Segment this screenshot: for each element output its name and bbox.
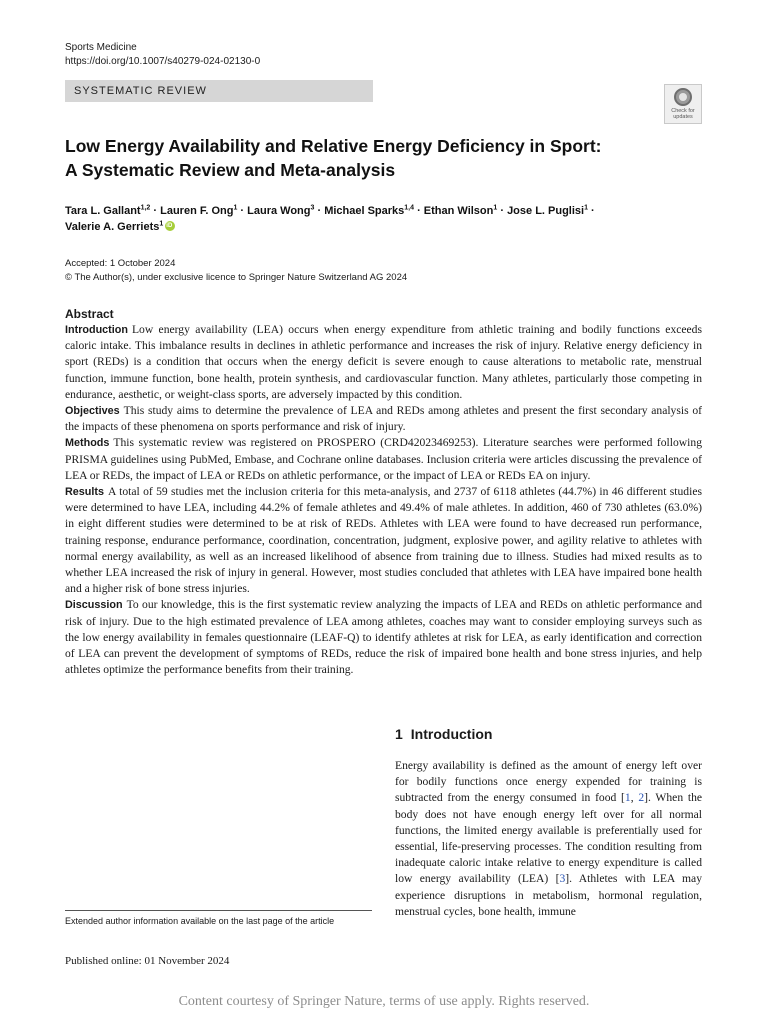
section-number: 1 <box>395 726 403 742</box>
author[interactable]: Laura Wong$^3$ <box>247 204 315 217</box>
published-date: Published online: 01 November 2024 <box>65 955 230 967</box>
abstract-discussion: Discussion To our knowledge, this is the first systematic review analyzing the impacts of LEA and REDs on athletic performance and risk of injury. Due to the high estimated prevalence of LEA among athletes, coaches may want to consider employing surveys such as the low energy availability in females questionnaire (LEAF-Q) to identify athletes at risk for LEA, as early identification and correction of LEA can prevent the development of symptoms of REDs, reduce the risk of impaired bone health and bone stress injuries, and help athletes optimize the performance benefits from their training. <box>65 598 702 677</box>
article-type-banner: SYSTEMATIC REVIEW <box>65 80 373 102</box>
copyright-notice: © The Author(s), under exclusive licence to Springer Nature Switzerland AG 2024 <box>65 272 408 283</box>
article-title <box>65 134 685 182</box>
abstract-label: Results <box>65 486 105 499</box>
citation-link[interactable]: 2 <box>638 791 645 805</box>
accepted-date: Accepted: 1 October 2024 <box>65 258 176 269</box>
update-icon <box>674 88 692 106</box>
abstract-label: Objectives <box>65 405 120 418</box>
abstract-body <box>65 322 702 678</box>
update-badge-label: Check for updates <box>671 108 695 120</box>
author[interactable]: Ethan Wilson$^1$ <box>423 204 498 217</box>
title-line-1: Low Energy Availability and Relative Energy Deficiency in Sport: <box>65 136 602 156</box>
abstract-objectives: Objectives This study aims to determine the prevalence of LEA and REDs among athletes and present the first secondary analysis of the impacts of these phenomena on sports performance and risk of injury. <box>65 404 702 434</box>
doi-link[interactable]: https://doi.org/10.1007/s40279-024-02130-0 <box>65 56 261 67</box>
abstract-introduction: Introduction Low energy availability (LEA) occurs when energy expenditure from athletic training and bodily functions exceeds caloric intake. This imbalance results in declines in athletic performance and increases the risk of injury. Relative energy deficiency in sport (REDs) is a condition that occurs when the energy deficit is severe enough to cause alterations to metabolic rate, menstrual function, immune function, bone health, protein synthesis, and cardiovascular function. Many athletes, particularly those competing in endurance, aesthetic, or weight-class sports, are adversely impacted by this condition. <box>65 323 702 401</box>
section-title: Introduction <box>410 726 493 742</box>
orcid-icon[interactable] <box>165 221 175 231</box>
author-list: Tara L. Gallant$^{1,2}$ · Lauren F. Ong$^1$ · Laura Wong$^3$ · Michael Sparks$^{1,4}$ · Ethan Wilson$^1$ · Jose L. Puglisi$^1$ · Valerie A. Gerriets$^1$iD <box>65 203 685 235</box>
introduction-paragraph: Energy availability is defined as the amount of energy left over for bodily functions once energy expended for training is subtracted from the energy consumed in food [1, 2]. When the body does not have enough energy left over for all normal functions, the limited energy available is preferentially used for essential, life-preserving processes. The condition resulting from inadequate caloric intake relative to energy expenditure is called low energy availability (LEA) [3]. Athletes with LEA may experience disruptions in metabolism, hormonal regulation, menstrual cycles, bone health, immune <box>395 759 703 918</box>
abstract-methods: Methods This systematic review was registered on PROSPERO (CRD42023469253). Literature searches were performed following PRISMA guidelines using PubMed, Embase, and Cochrane online databases. Inclusion criteria were articles discussing the prevalence of LEA or REDs, the impact of LEA or REDs on athletic performance, or the impact of LEA or REDs EA on injury. <box>65 436 702 482</box>
abstract-label: Introduction <box>65 324 128 336</box>
footnote-divider <box>65 910 372 911</box>
author[interactable]: Lauren F. Ong$^1$ <box>160 204 238 217</box>
author[interactable]: Tara L. Gallant$^{1,2}$ <box>65 204 151 217</box>
author[interactable]: Jose L. Puglisi$^1$ <box>507 204 588 217</box>
abstract-label: Discussion <box>65 599 123 612</box>
citation-link[interactable]: 3 <box>559 872 566 886</box>
footnote: Extended author information available on the last page of the article <box>65 916 335 926</box>
author[interactable]: Valerie A. Gerriets$^1$ <box>65 220 164 233</box>
journal-name: Sports Medicine <box>65 42 137 53</box>
abstract-label: Methods <box>65 437 110 450</box>
section-heading <box>395 725 492 743</box>
citation-link[interactable]: 1 <box>624 791 631 805</box>
author[interactable]: Michael Sparks$^{1,4}$ <box>324 204 415 217</box>
abstract-heading: Abstract <box>65 307 114 321</box>
abstract-results: Results A total of 59 studies met the inclusion criteria for this meta-analysis, and 2737 of 6118 athletes (44.7%) in 46 different studies were determined to have LEA, including 44.2% of female athletes and 49.4% of male athletes. In addition, 460 of 730 athletes (63.0%) in eight different studies were determined to be at risk of REDs. Athletes with LEA were found to have decreased run performance, training response, endurance performance, coordination, concentration, judgment, explosive power, and agility relative to athletes with normal energy availability, as well as an increased likelihood of absence from training due to illness. Studies had mixed results as to whether LEA increased the risk of injury in general. However, most studies concluded that athletes with LEA have impaired bone health and a higher risk of bone stress injuries. <box>65 485 702 596</box>
courtesy-notice: Content courtesy of Springer Nature, terms of use apply. Rights reserved. <box>178 994 590 1009</box>
title-line-2: A Systematic Review and Meta-analysis <box>65 160 396 180</box>
check-for-updates-button[interactable] <box>664 84 702 124</box>
